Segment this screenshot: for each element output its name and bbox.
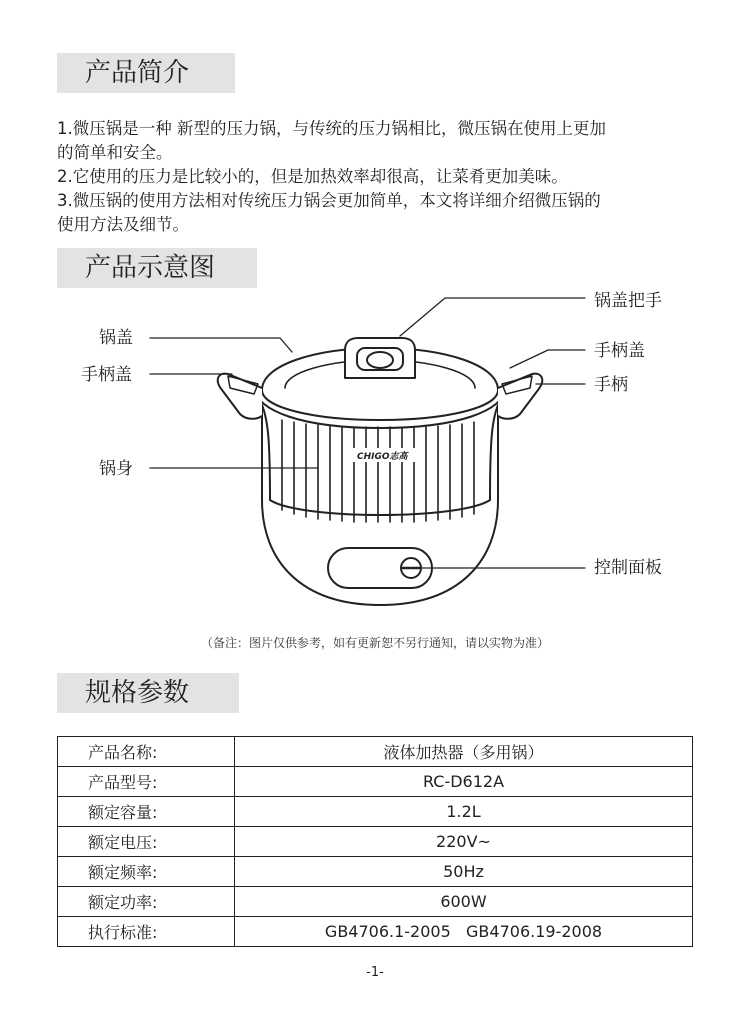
lid-knob: [345, 338, 415, 378]
intro-p3-line2: 使用方法及细节。: [57, 215, 189, 234]
table-row: [58, 737, 693, 767]
label-control-panel: 控制面板: [594, 558, 662, 578]
spec-value: 液体加热器（多用锅）: [235, 737, 693, 767]
spec-value: 1.2L: [235, 797, 693, 827]
table-row: [58, 887, 693, 917]
label-handle-cover-left: 手柄盖: [81, 365, 132, 385]
specs-table: [57, 736, 693, 947]
spec-key: 额定功率:: [58, 887, 235, 917]
table-row: [58, 827, 693, 857]
intro-text: [57, 117, 707, 237]
label-handle: 手柄: [594, 375, 628, 395]
table-row: [58, 797, 693, 827]
intro-paragraph-1: [57, 117, 707, 165]
spec-key: 产品型号:: [58, 767, 235, 797]
intro-p1-line2: 的简单和安全。: [57, 143, 173, 162]
spec-value: 600W: [235, 887, 693, 917]
label-handle-cover-right: 手柄盖: [594, 341, 645, 361]
table-row: [58, 917, 693, 947]
section-heading-specs: 规格参数: [57, 673, 239, 713]
spec-value: GB4706.1-2005 GB4706.19-2008: [235, 917, 693, 947]
spec-key: 额定频率:: [58, 857, 235, 887]
spec-value: 50Hz: [235, 857, 693, 887]
page-number: -1-: [366, 965, 384, 980]
table-row: [58, 857, 693, 887]
spec-value: RC-D612A: [235, 767, 693, 797]
intro-p3-line1: 3.微压锅的使用方法相对传统压力锅会更加简单，本文将详细介绍微压锅的: [57, 191, 601, 210]
spec-key: 额定容量:: [58, 797, 235, 827]
brand-logo: CHIGO志高: [357, 452, 408, 462]
cooker-rim: [255, 390, 505, 428]
section-heading-intro: 产品简介: [57, 53, 235, 93]
diagram-note: （备注：图片仅供参考，如有更新恕不另行通知，请以实物为准）: [200, 636, 549, 650]
label-lid-knob: 锅盖把手: [594, 291, 662, 311]
table-row: [58, 767, 693, 797]
spec-key: 产品名称:: [58, 737, 235, 767]
label-body: 锅身: [99, 459, 133, 479]
left-handle: [218, 374, 262, 419]
spec-key: 执行标准:: [58, 917, 235, 947]
body-ribs: [282, 420, 474, 522]
intro-paragraph-3: [57, 189, 707, 237]
intro-p1-line1: 1.微压锅是一种 新型的压力锅，与传统的压力锅相比，微压锅在使用上更加: [57, 119, 606, 138]
intro-paragraph-2: 2.它使用的压力是比较小的，但是加热效率却很高，让菜肴更加美味。: [57, 167, 568, 186]
label-lid: 锅盖: [99, 328, 133, 348]
spec-value: 220V~: [235, 827, 693, 857]
right-handle: [498, 374, 542, 419]
product-diagram: [0, 285, 750, 630]
spec-key: 额定电压:: [58, 827, 235, 857]
section-heading-diagram: 产品示意图: [57, 248, 257, 288]
